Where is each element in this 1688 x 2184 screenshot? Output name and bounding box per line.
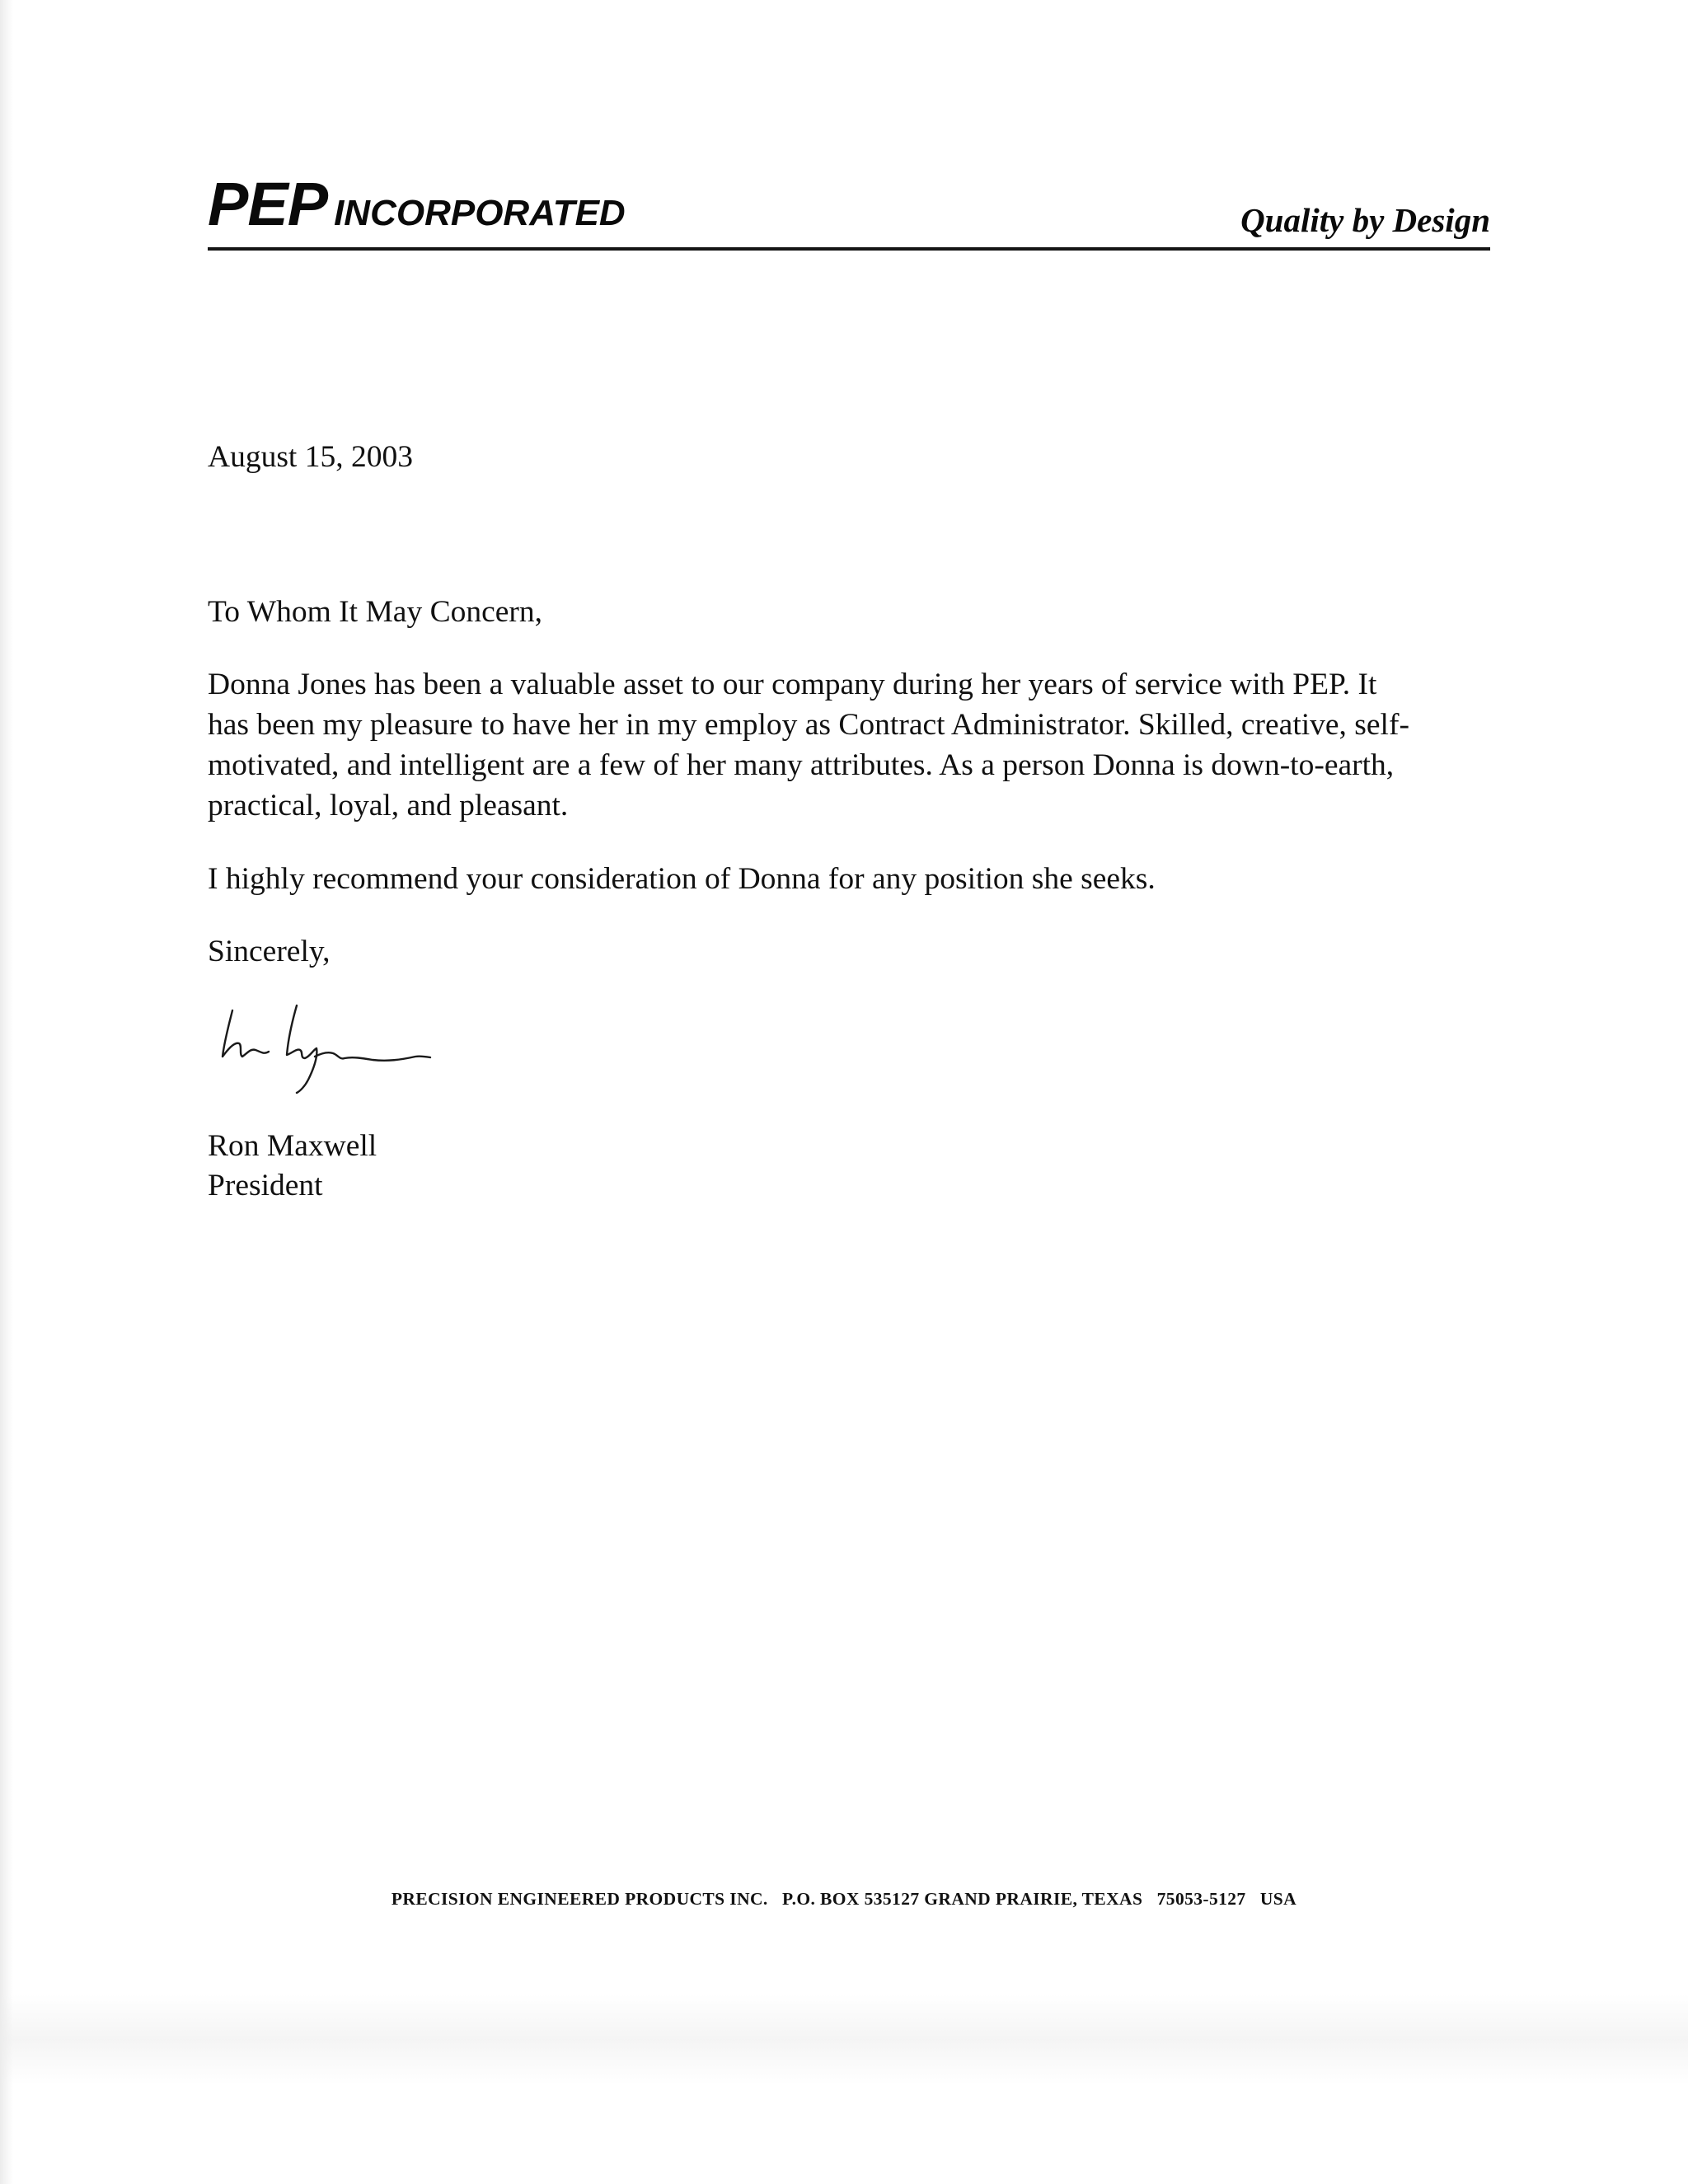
company-suffix: INCORPORATED xyxy=(334,193,626,233)
letter-paragraph-2: I highly recommend your consideration of Donna for any position she seeks. xyxy=(208,862,1156,896)
company-tagline: Quality by Design xyxy=(1240,201,1490,239)
company-address-footer: PRECISION ENGINEERED PRODUCTS INC. P.O. BOX 535127 GRAND PRAIRIE, TEXAS 75053-5127 USA xyxy=(391,1889,1297,1909)
company-logo xyxy=(208,169,626,239)
company-mark: PEP xyxy=(208,170,328,238)
paragraph-line: has been my pleasure to have her in my employ as Contract Administrator. Skilled, creative, self- xyxy=(208,708,1409,742)
letterhead xyxy=(208,169,1490,251)
signer-name: Ron Maxwell xyxy=(208,1129,377,1163)
letter-closing: Sincerely, xyxy=(208,935,331,968)
paragraph-line: practical, loyal, and pleasant. xyxy=(208,789,569,823)
signer-title: President xyxy=(208,1169,323,1202)
paragraph-line: Donna Jones has been a valuable asset to our company during her years of service with PEP. It xyxy=(208,668,1377,701)
paragraph-line: motivated, and intelligent are a few of her many attributes. As a person Donna is down-to-earth, xyxy=(208,748,1395,782)
letter-paragraph-1 xyxy=(208,664,1409,826)
letter-date: August 15, 2003 xyxy=(208,440,413,474)
handwritten-signature xyxy=(214,999,437,1098)
scan-shadow-edge xyxy=(0,0,13,2184)
scan-smudge xyxy=(0,1994,1688,2085)
letterhead-rule xyxy=(208,247,1490,251)
letter-salutation: To Whom It May Concern, xyxy=(208,595,542,629)
